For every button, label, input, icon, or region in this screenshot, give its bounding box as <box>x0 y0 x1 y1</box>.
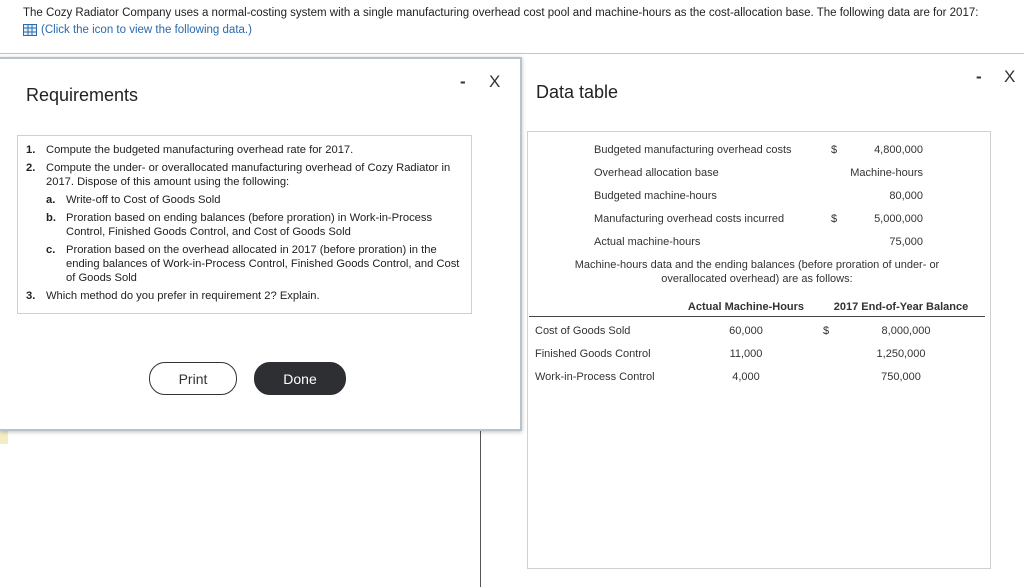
currency-symbol: $ <box>823 325 830 337</box>
balance-row-hours: 4,000 <box>732 371 760 383</box>
requirement-item <box>26 161 466 189</box>
requirement-letter: a. <box>46 194 56 206</box>
data-row-value: 75,000 <box>889 236 923 248</box>
data-table-title: Data table <box>536 82 619 102</box>
close-icon[interactable]: X <box>489 72 501 91</box>
question-text: The Cozy Radiator Company uses a normal-costing system with a single manufacturing overhead cost pool and machine-hours as the cost-allocation base. The following data are for 2017: <box>23 7 979 19</box>
view-data-link-text[interactable]: (Click the icon to view the following data.) <box>41 24 252 36</box>
requirement-subitem <box>46 193 466 207</box>
requirements-dialog <box>0 57 522 431</box>
requirement-text: Which method do you prefer in requirement 2? Explain. <box>46 290 320 302</box>
requirement-text: Proration based on ending balances (before proration) in Work-in-Process Control, Finished Goods Control, and Cost of Goods Sold <box>66 212 433 238</box>
requirement-text: Compute the budgeted manufacturing overhead rate for 2017. <box>46 144 354 156</box>
view-data-link[interactable] <box>23 24 252 36</box>
separator-line <box>0 53 1024 54</box>
table-grid-icon[interactable] <box>23 24 37 36</box>
data-row-label: Manufacturing overhead costs incurred <box>594 213 785 225</box>
requirement-number: 3. <box>26 290 36 302</box>
data-row-value: 80,000 <box>889 190 923 202</box>
table-note-line: Machine-hours data and the ending balances (before proration of under- or <box>574 259 940 271</box>
data-row-value: 5,000,000 <box>874 213 923 225</box>
currency-symbol: $ <box>831 213 838 225</box>
column-header-hours: Actual Machine-Hours <box>687 301 805 313</box>
minimize-button[interactable]: - <box>460 72 466 91</box>
requirement-text: Write-off to Cost of Goods Sold <box>66 194 221 206</box>
requirement-item <box>26 289 466 303</box>
requirements-title: Requirements <box>26 85 139 105</box>
requirement-text: Compute the under- or overallocated manufacturing overhead of Cozy Radiator in 2017. Dispose of this amount using the following: <box>46 162 451 188</box>
balance-row-hours: 11,000 <box>729 348 763 360</box>
done-button[interactable]: Done <box>254 362 346 395</box>
requirement-number: 1. <box>26 144 36 156</box>
balance-row-balance: 8,000,000 <box>881 325 931 337</box>
column-header-balance: 2017 End-of-Year Balance <box>833 301 969 313</box>
currency-symbol: $ <box>831 144 838 156</box>
data-row-label: Actual machine-hours <box>594 236 701 248</box>
data-row-label: Budgeted manufacturing overhead costs <box>594 144 792 156</box>
data-row-value: 4,800,000 <box>874 144 923 156</box>
requirement-letter: b. <box>46 212 56 224</box>
balance-row-label: Finished Goods Control <box>535 348 651 360</box>
vertical-divider <box>480 428 481 587</box>
requirement-text: Proration based on the overhead allocated in 2017 (before proration) in the ending balances of Work-in-Process Control, Finished Goods Control, and Cost of Goods Sold <box>66 244 460 284</box>
requirement-number: 2. <box>26 162 36 174</box>
requirement-letter: c. <box>46 244 56 256</box>
table-note-line: overallocated overhead) are as follows: <box>661 273 853 285</box>
requirements-box <box>17 135 472 314</box>
data-table-minimize-button[interactable]: - <box>976 67 982 86</box>
requirement-item <box>26 143 466 157</box>
data-row-label: Budgeted machine-hours <box>594 190 717 202</box>
balance-row-label: Work-in-Process Control <box>535 371 655 383</box>
requirement-subitem <box>46 243 466 285</box>
print-button[interactable]: Print <box>149 362 237 395</box>
balance-row-label: Cost of Goods Sold <box>535 325 631 337</box>
data-row-value: Machine-hours <box>850 167 923 179</box>
balance-row-balance: 1,250,000 <box>876 348 926 360</box>
requirements-list <box>26 143 466 307</box>
requirement-subitem <box>46 211 466 239</box>
balance-row-balance: 750,000 <box>881 371 921 383</box>
data-table-close-icon[interactable]: X <box>1004 67 1016 86</box>
data-row-label: Overhead allocation base <box>594 167 719 179</box>
balance-row-hours: 60,000 <box>729 325 763 337</box>
header-underline <box>529 316 985 317</box>
